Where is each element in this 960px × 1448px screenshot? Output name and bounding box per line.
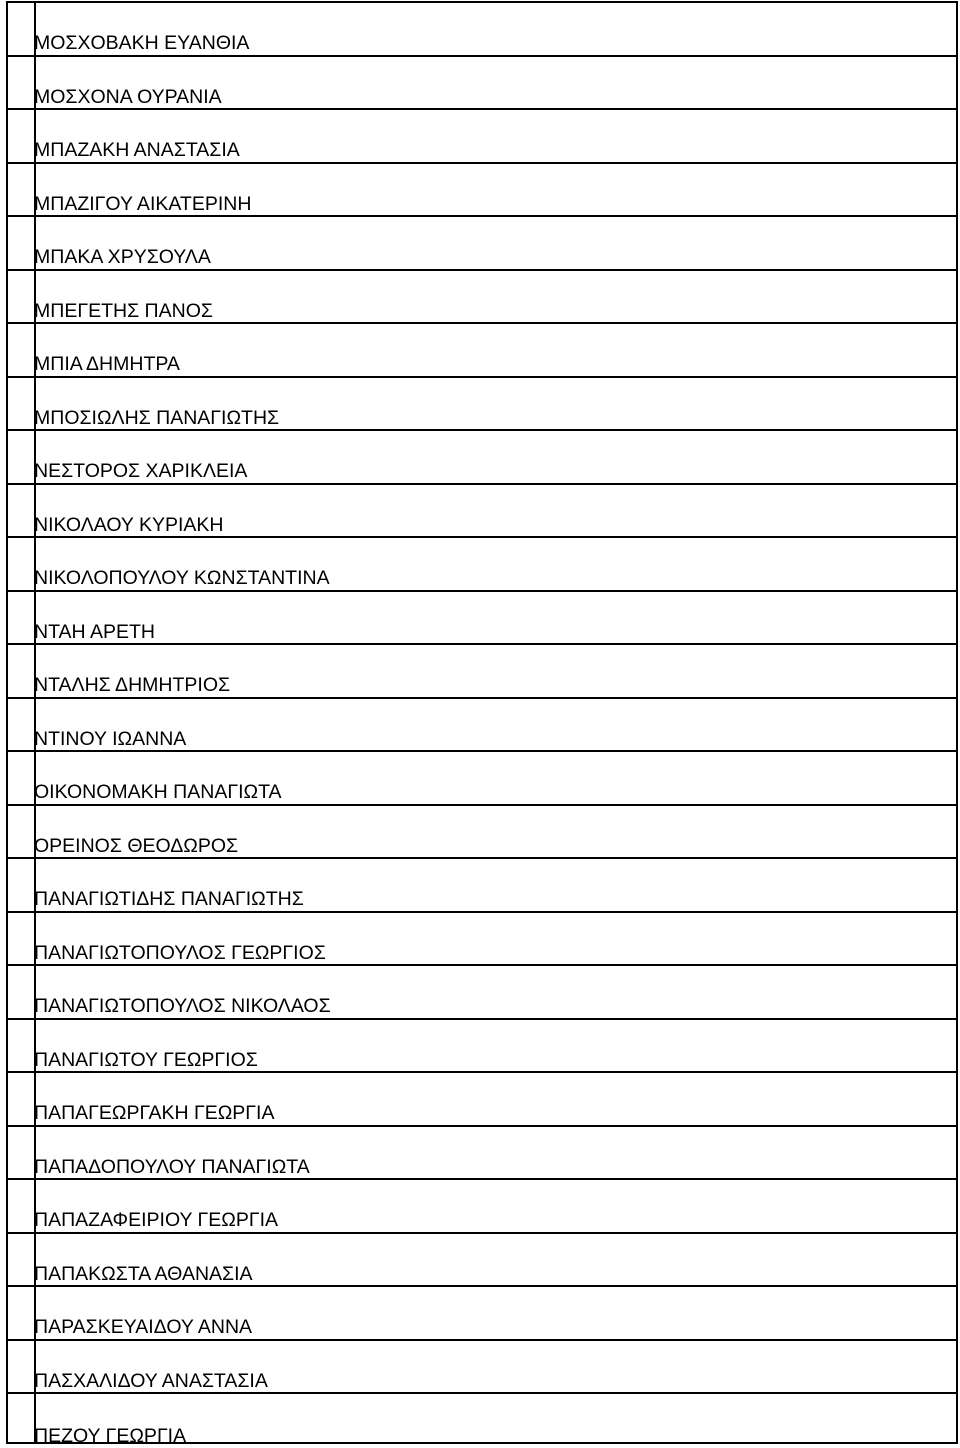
row-name: ΠΑΣΧΑΛΙΔΟΥ ΑΝΑΣΤΑΣΙΑ [34, 1369, 268, 1392]
table-rows [8, 3, 956, 1448]
row-name: ΝΤΑΛΗΣ ΔΗΜΗΤΡΙΟΣ [34, 674, 231, 696]
row-name: ΝΤΑΗ ΑΡΕΤΗ [34, 620, 155, 643]
row-name: ΜΟΣΧΟΝΑ ΟΥΡΑΝΙΑ [34, 85, 222, 108]
row-name: ΠΕΖΟΥ ΓΕΩΡΓΙΑ [34, 1425, 187, 1447]
row-name: ΠΑΡΑΣΚΕΥΑΙΔΟΥ ΑΝΝΑ [34, 1316, 253, 1338]
names-table [6, 1, 958, 1447]
row-name: ΠΑΝΑΓΙΩΤΟΠΟΥΛΟΣ ΓΕΩΡΓΙΟΣ [34, 941, 326, 964]
row-name: ΝΕΣΤΟΡΟΣ ΧΑΡΙΚΛΕΙΑ [34, 460, 248, 482]
row-name: ΜΠΑΖΑΚΗ ΑΝΑΣΤΑΣΙΑ [34, 139, 240, 161]
table-row [8, 752, 956, 806]
row-name: ΜΠΙΑ ΔΗΜΗΤΡΑ [34, 353, 180, 375]
table-row [8, 1020, 956, 1074]
table-row [8, 485, 956, 539]
table-row [8, 538, 956, 592]
table-row [8, 271, 956, 325]
row-name: ΠΑΠΑΚΩΣΤΑ ΑΘΑΝΑΣΙΑ [34, 1262, 253, 1285]
table-row [8, 966, 956, 1020]
table-row [8, 378, 956, 432]
table-row [8, 1073, 956, 1127]
table-row [8, 806, 956, 860]
table-row [8, 110, 956, 164]
row-name: ΟΙΚΟΝΟΜΑΚΗ ΠΑΝΑΓΙΩΤΑ [34, 781, 282, 803]
table-row [8, 699, 956, 753]
row-name: ΠΑΠΑΓΕΩΡΓΑΚΗ ΓΕΩΡΓΙΑ [34, 1102, 275, 1124]
table-row [8, 164, 956, 218]
row-name: ΠΑΝΑΓΙΩΤΟΠΟΥΛΟΣ ΝΙΚΟΛΑΟΣ [34, 995, 331, 1017]
row-name: ΠΑΠΑΖΑΦΕΙΡΙΟΥ ΓΕΩΡΓΙΑ [34, 1209, 279, 1231]
row-name: ΜΠΑΖΙΓΟΥ ΑΙΚΑΤΕΡΙΝΗ [34, 192, 252, 215]
table-row [8, 1127, 956, 1181]
row-name: ΠΑΠΑΔΟΠΟΥΛΟΥ ΠΑΝΑΓΙΩΤΑ [34, 1155, 310, 1178]
table-row [8, 324, 956, 378]
row-name: ΝΙΚΟΛΟΠΟΥΛΟΥ ΚΩΝΣΤΑΝΤΙΝΑ [34, 567, 330, 589]
table-row [8, 1287, 956, 1341]
table-row [8, 859, 956, 913]
table-row [8, 217, 956, 271]
table-row [8, 1341, 956, 1395]
row-name: ΜΠΑΚΑ ΧΡΥΣΟΥΛΑ [34, 246, 211, 268]
table-row [8, 645, 956, 699]
table-row [8, 913, 956, 967]
row-name: ΝΙΚΟΛΑΟΥ ΚΥΡΙΑΚΗ [34, 513, 224, 536]
table-row [8, 1180, 956, 1234]
table-row [8, 431, 956, 485]
table-row [8, 1394, 956, 1448]
row-name: ΠΑΝΑΓΙΩΤΟΥ ΓΕΩΡΓΙΟΣ [34, 1048, 258, 1071]
row-name: ΠΑΝΑΓΙΩΤΙΔΗΣ ΠΑΝΑΓΙΩΤΗΣ [34, 888, 304, 910]
row-name: ΟΡΕΙΝΟΣ ΘΕΟΔΩΡΟΣ [34, 834, 239, 857]
table-row [8, 592, 956, 646]
row-name: ΝΤΙΝΟΥ ΙΩΑΝΝΑ [34, 727, 187, 750]
row-name: ΜΠΕΓΕΤΗΣ ΠΑΝΟΣ [34, 299, 213, 322]
table-row [8, 3, 956, 57]
table-row [8, 57, 956, 111]
row-name: ΜΟΣΧΟΒΑΚΗ ΕΥΑΝΘΙΑ [34, 32, 250, 54]
row-name: ΜΠΟΣΙΩΛΗΣ ΠΑΝΑΓΙΩΤΗΣ [34, 406, 280, 429]
table-row [8, 1234, 956, 1288]
